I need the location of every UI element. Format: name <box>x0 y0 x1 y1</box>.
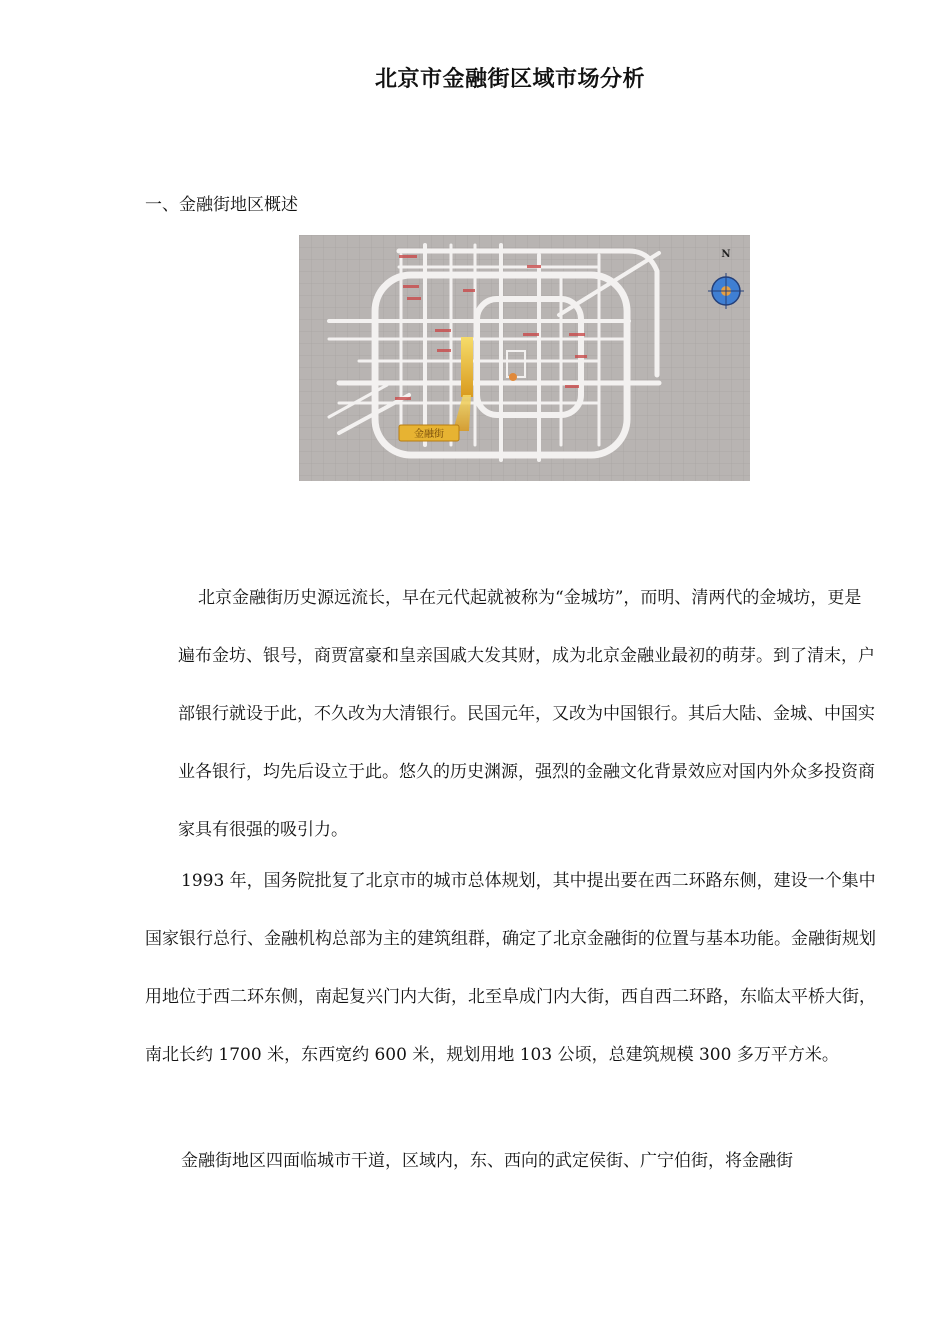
city-center-marker <box>509 373 517 381</box>
district-label-mark <box>575 355 587 358</box>
district-label-mark <box>399 255 417 258</box>
section-heading: 一、金融街地区概述 <box>145 195 298 215</box>
compass <box>700 245 748 315</box>
district-label-mark <box>437 349 451 352</box>
district-label-mark <box>527 265 541 268</box>
paragraph-planning: 1993 年，国务院批复了北京市的城市总体规划，其中提出要在西二环路东侧，建设一个集中国家银行总行、金融机构总部为主的建筑组群，确定了北京金融街的位置与基本功能。金融街规划用地位于西二环东侧，南起复兴门内大街，北至阜成门内大街，西自西二环路，东临太平桥大街，南北长约 1700 米，东西宽约 600 米，规划用地 103 公顷，总建筑规模 300 多万平方米。 <box>145 871 876 1065</box>
beijing-road-map <box>299 235 750 481</box>
district-label-mark <box>435 329 451 332</box>
district-label-mark <box>407 297 421 300</box>
financial-street-badge-label: 金融街 <box>414 429 444 440</box>
district-label-mark <box>403 285 419 288</box>
district-label-mark <box>569 333 585 336</box>
compass-north-label: N <box>721 249 731 260</box>
financial-street-highlight <box>461 337 473 397</box>
district-label-mark <box>463 289 475 292</box>
district-label-mark <box>523 333 539 336</box>
paragraph-roads: 金融街地区四面临城市干道，区域内，东、西向的武定侯街、广宁伯街，将金融街 <box>181 1151 793 1171</box>
financial-street-badge <box>399 425 459 441</box>
district-label-mark <box>565 385 579 388</box>
paragraph-history: 北京金融街历史源远流长，早在元代起就被称为“金城坊”，而明、清两代的金城坊，更是遍布金坊、银号，商贾富豪和皇亲国戚大发其财，成为北京金融业最初的萌芽。到了清末，户部银行就设于此，不久改为大清银行。民国元年，又改为中国银行。其后大陆、金城、中国实业各银行，均先后设立于此。悠久的历史渊源，强烈的金融文化背景效应对国内外众多投资商家具有很强的吸引力。 <box>178 588 875 840</box>
district-label-mark <box>395 397 411 400</box>
page-title: 北京市金融街区域市场分析 <box>374 66 645 92</box>
